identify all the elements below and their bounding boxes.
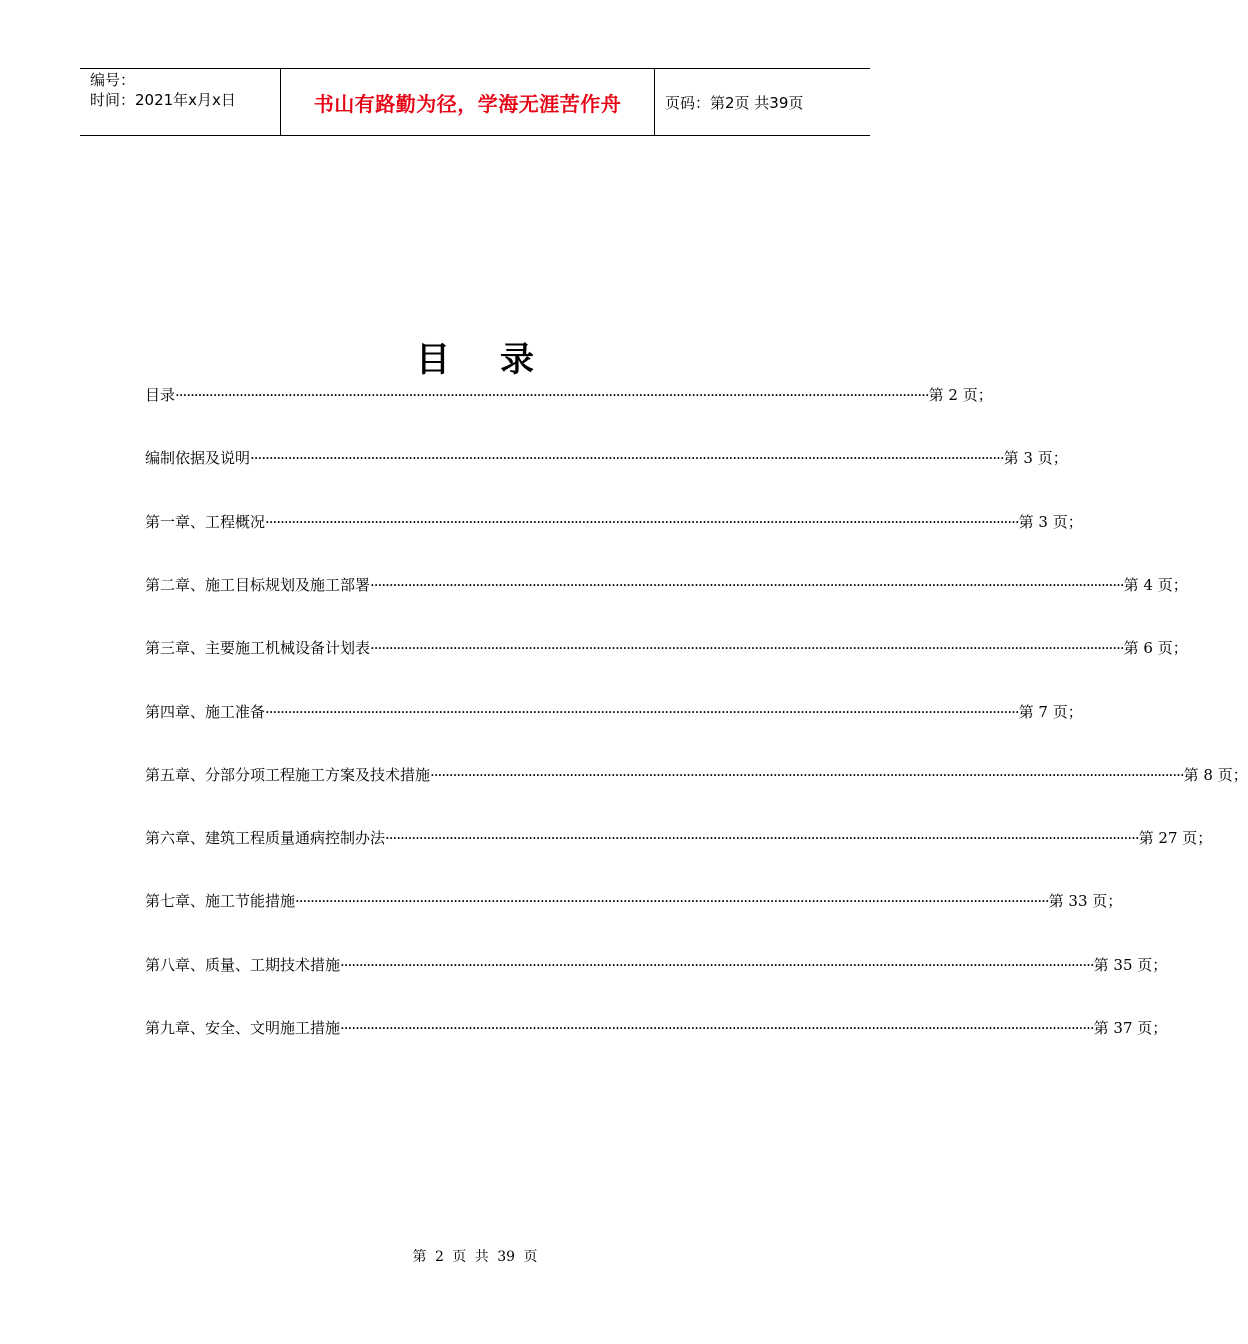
toc-entry[interactable] (145, 574, 1188, 596)
header-motto-cell (281, 69, 655, 135)
page-title: 目录 (416, 340, 584, 380)
toc-entry-label: 编制依据及说明 (145, 449, 251, 468)
toc-leader-dots: ········································································································································································································ (250, 449, 1004, 468)
toc-entry-page: 第 3 页； (1018, 512, 1083, 531)
toc-entry[interactable] (145, 701, 1083, 723)
doc-time-label: 时间：2021年x月x日 (90, 91, 236, 109)
toc-leader-dots: ········································································································································································································ (340, 1019, 1094, 1037)
header-meta-cell (80, 69, 281, 135)
toc-leader-dots: ········································································································································································································ (265, 512, 1019, 531)
toc-leader-dots: ········································································································································································································ (370, 575, 1124, 594)
page-footer: 第 2 页 共 39 页 (412, 1249, 538, 1265)
toc-entry-label: 第六章、建筑工程质量通病控制办法 (145, 829, 386, 848)
toc-entry[interactable] (145, 764, 1248, 786)
toc-entry-page: 第 33 页； (1048, 892, 1123, 911)
toc-entry-label: 第二章、施工目标规划及施工部署 (145, 575, 371, 594)
toc-entry-label: 第八章、质量、工期技术措施 (145, 955, 341, 974)
toc-entry[interactable] (145, 890, 1123, 912)
toc-leader-dots: ········································································································································································································ (385, 829, 1139, 848)
toc-entry[interactable] (145, 827, 1213, 849)
toc-entry-label: 第三章、主要施工机械设备计划表 (145, 639, 371, 658)
toc-entry-page: 第 37 页； (1093, 1019, 1168, 1037)
toc-entry[interactable] (145, 384, 993, 406)
toc-entry[interactable] (145, 511, 1083, 533)
toc-entry-label: 第九章、安全、文明施工措施 (145, 1019, 341, 1037)
toc-entry-page: 第 3 页； (1003, 449, 1068, 468)
toc-entry[interactable] (145, 1017, 1168, 1039)
header-motto: 书山有路勤为径，学海无涯苦作舟 (313, 91, 622, 116)
toc-entry[interactable] (145, 637, 1188, 659)
toc-entry[interactable] (145, 954, 1168, 976)
toc-entry[interactable] (145, 447, 1068, 469)
toc-entry-page: 第 7 页； (1018, 702, 1083, 721)
header-page-cell (655, 69, 870, 135)
toc-entry-label: 第七章、施工节能措施 (145, 892, 296, 911)
toc-entry-page: 第 27 页； (1138, 829, 1213, 848)
toc-leader-dots: ········································································································································································································ (340, 955, 1094, 974)
toc-entry-label: 第五章、分部分项工程施工方案及技术措施 (145, 765, 431, 784)
toc-entry-page: 第 35 页； (1093, 955, 1168, 974)
page-header (80, 68, 870, 136)
toc-entry-label: 第四章、施工准备 (145, 702, 266, 721)
toc-leader-dots: ········································································································································································································ (295, 892, 1049, 911)
toc-leader-dots: ········································································································································································································ (430, 765, 1184, 784)
toc-entry-page: 第 4 页； (1123, 575, 1188, 594)
toc-entry-page: 第 2 页； (928, 386, 993, 404)
toc-leader-dots: ········································································································································································································ (175, 386, 929, 404)
toc-leader-dots: ········································································································································································································ (370, 639, 1124, 658)
toc-entry-page: 第 6 页； (1123, 639, 1188, 658)
toc-entry-label: 目录 (145, 386, 176, 404)
toc-leader-dots: ········································································································································································································ (265, 702, 1019, 721)
doc-number-label: 编号： (90, 71, 136, 89)
toc-entry-label: 第一章、工程概况 (145, 512, 266, 531)
toc-entry-page: 第 8 页； (1183, 765, 1248, 784)
header-page-label: 页码：第2页 共39页 (665, 93, 804, 112)
